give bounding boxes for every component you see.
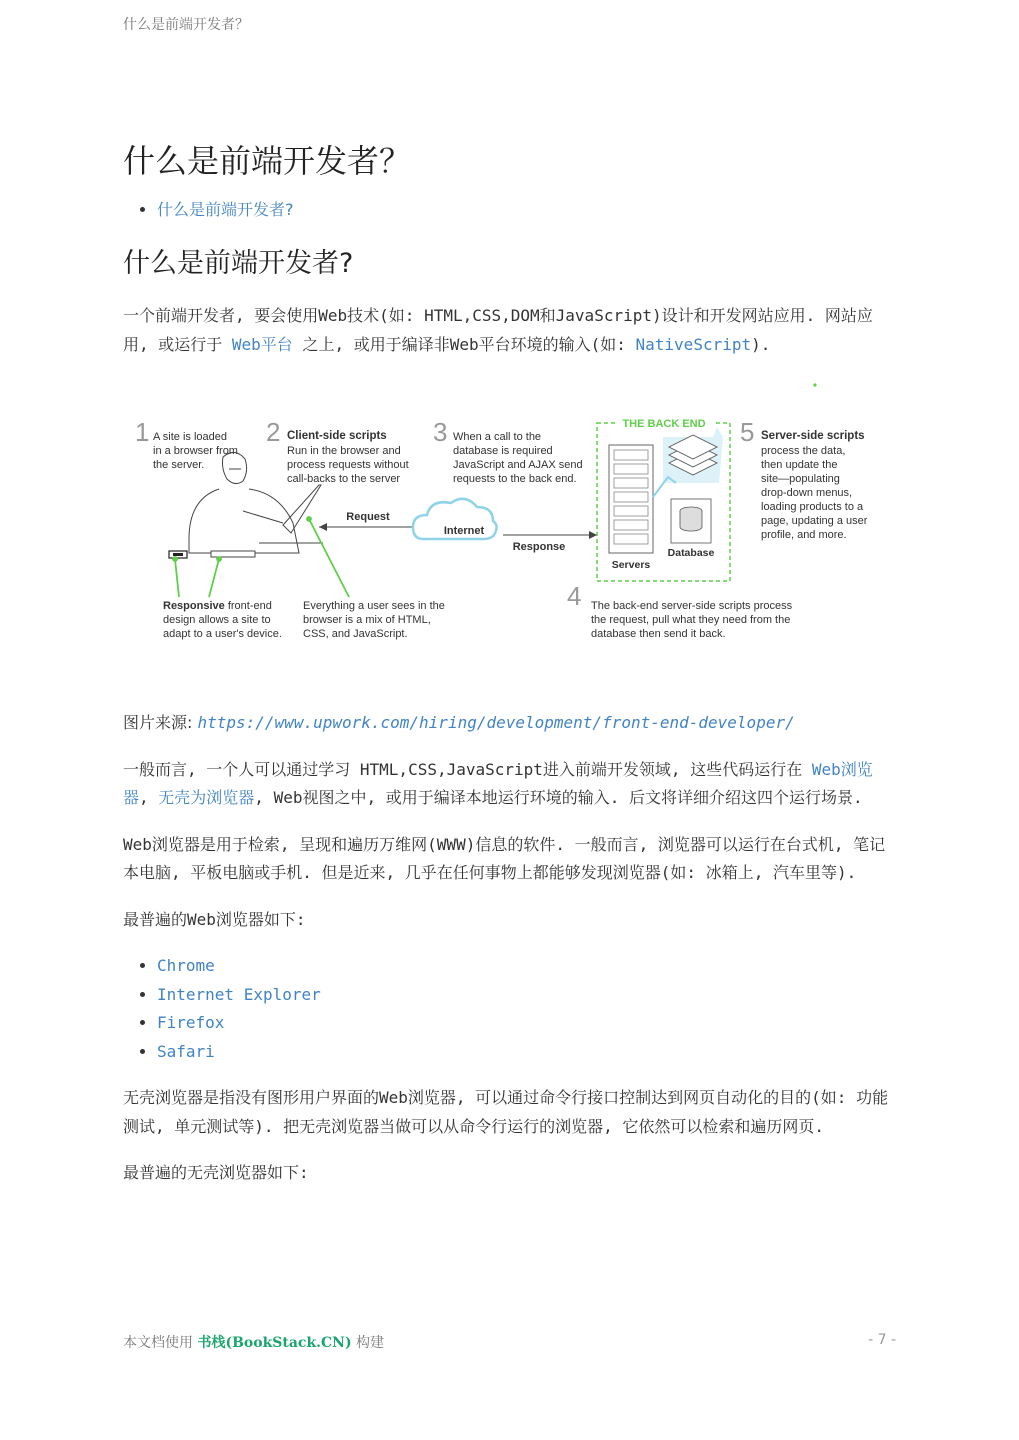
paragraph-common-headless: 最普遍的无壳浏览器如下: (123, 1163, 309, 1182)
internet-label: Internet (443, 525, 485, 537)
footer-credit (123, 1332, 384, 1352)
source-url-link[interactable]: https://www.upwork.com/hiring/development/front-end-developer/ (197, 713, 795, 732)
server-rack (609, 445, 653, 553)
responsive-caption-line: design allows a site to (163, 614, 271, 626)
step5-number: 5 (740, 417, 755, 447)
svg-text:database then send it back.: database then send it back. (591, 628, 726, 640)
request-arrowhead (319, 523, 327, 531)
svg-text:drop-down menus,: drop-down menus, (761, 487, 853, 499)
diagram-svg (123, 379, 896, 679)
svg-text:call-backs to the server: call-backs to the server (287, 473, 401, 485)
step2-text (287, 445, 409, 485)
browser-link-chrome[interactable]: Chrome (157, 956, 215, 975)
paragraph-common-browsers: 最普遍的Web浏览器如下: (123, 909, 306, 929)
list-item (157, 981, 896, 1010)
backend-label: THE BACK END (622, 418, 706, 430)
source-label: 图片来源: (123, 713, 198, 732)
svg-text:Run in the browser and: Run in the browser and (287, 445, 401, 457)
browser-list (123, 952, 896, 1066)
database-label: Database (667, 547, 715, 559)
browser-link-ie[interactable]: Internet Explorer (157, 984, 321, 1004)
bookstack-link[interactable]: 书栈(BookStack.CN) (197, 1335, 352, 1351)
svg-text:The back-end server-side scrip: The back-end server-side scripts process (591, 600, 793, 612)
database-cylinder (680, 511, 702, 531)
page-title: 什么是前端开发者？ (123, 142, 412, 180)
headless-browser-link[interactable]: 无壳为浏览器 (158, 788, 255, 807)
step3-text (453, 431, 583, 485)
svg-text:database is required: database is required (453, 445, 553, 457)
request-label: Request (346, 511, 390, 523)
pointer-lines (173, 517, 349, 597)
step2-number: 2 (266, 417, 281, 447)
svg-text:in a browser from: in a browser from (153, 445, 238, 457)
paragraph-web-browsers: Web浏览器是用于检索, 呈现和遍历万维网(WWW)信息的软件. 一般而言, 浏览器可以运行在台式机, 笔记本电脑, 平板电脑或手机. 但是近来, 几乎在任何事物上都能够发现浏览器(如: 冰箱上, 汽车里等). (123, 834, 886, 882)
step3-number: 3 (433, 417, 448, 447)
paragraph-text: , (139, 788, 159, 807)
svg-text:browser is a mix of HTML,: browser is a mix of HTML, (303, 614, 431, 626)
browser-link-safari[interactable]: Safari (157, 1041, 215, 1061)
step4-number: 4 (567, 581, 582, 611)
intro-text: 一个前端开发者, 要会使用Web技术(如: HTML,CSS,DOM和JavaScript)设计和开发网站应用. 网站应用, 或运行于 (123, 306, 873, 354)
paragraph-text: 一般而言, 一个人可以通过学习 HTML,CSS,JavaScript进入前端开发领域, 这些代码运行在 (123, 759, 812, 779)
responsive-caption: Responsive front-end (163, 600, 272, 612)
step1-number: 1 (135, 417, 150, 447)
intro-text: ). (751, 334, 771, 354)
paragraph-runtimes (123, 756, 896, 813)
frontend-backend-diagram (123, 379, 896, 679)
step2-title: Client-side scripts (287, 430, 387, 442)
list-item (157, 952, 896, 981)
svg-text:then update the: then update the (761, 459, 838, 471)
image-source (123, 709, 896, 738)
nativescript-link[interactable]: NativeScript (635, 334, 752, 354)
svg-text:process requests without: process requests without (287, 459, 409, 471)
running-head: 什么是前端开发者？ (123, 17, 249, 33)
footer-prefix: 本文档使用 (123, 1335, 198, 1351)
servers-label: Servers (611, 559, 651, 571)
table-of-contents (123, 196, 896, 224)
everything-caption (303, 600, 445, 640)
svg-text:requests to the back end.: requests to the back end. (453, 473, 577, 485)
svg-text:site—populating: site—populating (761, 473, 840, 485)
step1-text (153, 431, 238, 471)
toc-item (157, 196, 896, 224)
step4-text (591, 600, 793, 640)
page-content (123, 140, 896, 1206)
step5-text (761, 445, 868, 541)
svg-text:loading products to a: loading products to a (761, 501, 864, 513)
response-arrowhead (589, 531, 597, 539)
web-platform-link[interactable]: Web平台 (231, 334, 293, 354)
list-item (157, 1038, 896, 1067)
svg-text:CSS, and JavaScript.: CSS, and JavaScript. (303, 628, 408, 640)
svg-text:When a call to the: When a call to the (453, 431, 542, 443)
data-connector (653, 477, 676, 497)
browser-link-firefox[interactable]: Firefox (157, 1013, 225, 1032)
tablet-device (211, 551, 255, 557)
intro-text: 之上, 或用于编译非Web平台环境的输入(如: (292, 334, 636, 354)
svg-text:the request, pull what they ne: the request, pull what they need from the (591, 614, 791, 626)
svg-text:A site is loaded: A site is loaded (153, 431, 227, 443)
svg-text:Everything a user sees in the: Everything a user sees in the (303, 600, 445, 612)
phone-screen (173, 553, 183, 556)
svg-text:page, updating a user: page, updating a user (761, 515, 868, 527)
intro-paragraph (123, 302, 896, 359)
page-number: - 7 - (868, 1332, 896, 1348)
footer-suffix: 构建 (351, 1335, 385, 1351)
svg-text:profile, and more.: profile, and more. (761, 529, 847, 541)
response-label: Response (512, 541, 566, 553)
svg-text:process the data,: process the data, (761, 445, 846, 457)
web-browser-link[interactable]: Web浏览器 (123, 759, 873, 807)
dot-mark (813, 383, 816, 386)
step5-title: Server-side scripts (761, 430, 865, 442)
paragraph-text: , Web视图之中, 或用于编译本地运行环境的输入. 后文将详细介绍这四个运行场景. (254, 788, 863, 807)
svg-text:JavaScript and AJAX send: JavaScript and AJAX send (453, 459, 583, 471)
svg-text:the server.: the server. (153, 459, 205, 471)
list-item (157, 1009, 896, 1038)
toc-link[interactable]: 什么是前端开发者? (157, 200, 294, 219)
section-title: 什么是前端开发者? (123, 248, 354, 279)
paragraph-headless: 无壳浏览器是指没有图形用户界面的Web浏览器, 可以通过命令行接口控制达到网页自动化的目的(如: 功能测试, 单元测试等). 把无壳浏览器当做可以从命令行运行的浏览器, 它依然可以检索和遍历网页. (123, 1088, 889, 1136)
responsive-caption-line: adapt to a user's device. (163, 628, 282, 640)
